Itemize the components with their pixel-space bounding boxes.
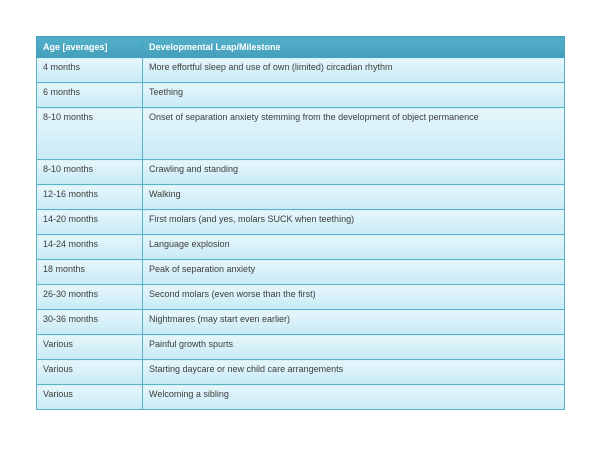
table-row <box>37 185 565 210</box>
table-row <box>37 58 565 83</box>
table-body <box>37 58 565 410</box>
header-row <box>37 37 565 58</box>
milestone-cell: Crawling and standing <box>143 160 565 185</box>
age-cell: 8-10 months <box>37 108 143 160</box>
milestone-cell: Starting daycare or new child care arrangements <box>143 360 565 385</box>
table-row <box>37 108 565 160</box>
table-row <box>37 385 565 410</box>
milestone-cell: Nightmares (may start even earlier) <box>143 310 565 335</box>
table-row <box>37 210 565 235</box>
milestone-cell: First molars (and yes, molars SUCK when teething) <box>143 210 565 235</box>
milestone-cell: Walking <box>143 185 565 210</box>
table-row <box>37 235 565 260</box>
milestones-table <box>36 36 565 410</box>
milestone-cell: Onset of separation anxiety stemming from the development of object permanence <box>143 108 565 160</box>
milestone-cell: Peak of separation anxiety <box>143 260 565 285</box>
table-row <box>37 335 565 360</box>
age-cell: 18 months <box>37 260 143 285</box>
age-cell: 8-10 months <box>37 160 143 185</box>
table-row <box>37 160 565 185</box>
milestone-cell: Teething <box>143 83 565 108</box>
column-header-age: Age [averages] <box>37 37 143 58</box>
age-cell: Various <box>37 385 143 410</box>
table-row <box>37 83 565 108</box>
milestone-cell: Welcoming a sibling <box>143 385 565 410</box>
age-cell: 14-20 months <box>37 210 143 235</box>
milestone-cell: More effortful sleep and use of own (limited) circadian rhythm <box>143 58 565 83</box>
milestone-cell: Second molars (even worse than the first) <box>143 285 565 310</box>
age-cell: 14-24 months <box>37 235 143 260</box>
age-cell: 12-16 months <box>37 185 143 210</box>
age-cell: 6 months <box>37 83 143 108</box>
table-row <box>37 310 565 335</box>
age-cell: Various <box>37 360 143 385</box>
table-row <box>37 360 565 385</box>
milestone-cell: Painful growth spurts <box>143 335 565 360</box>
age-cell: 26-30 months <box>37 285 143 310</box>
age-cell: Various <box>37 335 143 360</box>
milestone-cell: Language explosion <box>143 235 565 260</box>
age-cell: 30-36 months <box>37 310 143 335</box>
column-header-milestone: Developmental Leap/Milestone <box>143 37 565 58</box>
table-row <box>37 285 565 310</box>
age-cell: 4 months <box>37 58 143 83</box>
table-row <box>37 260 565 285</box>
